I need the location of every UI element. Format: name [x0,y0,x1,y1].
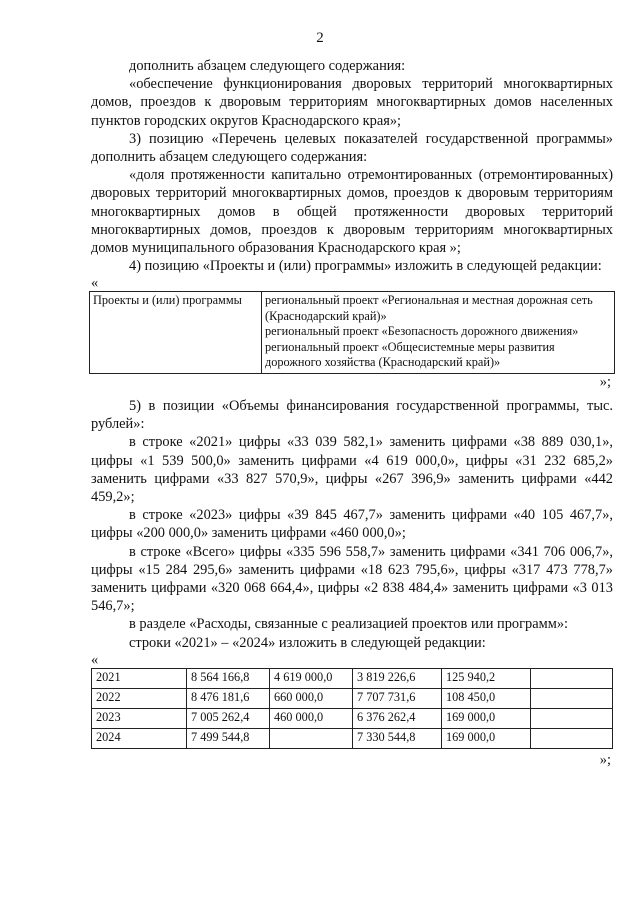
table-cell: 125 940,2 [442,668,531,688]
paragraph: в строке «2023» цифры «39 845 467,7» заменить цифрами «40 105 467,7», цифры «200 000,0» заменить цифрами «460 000,0»; [91,507,613,542]
table-cell: 108 450,0 [442,688,531,708]
table-cell: 2021 [92,668,187,688]
table-cell: 7 005 262,4 [187,708,270,728]
table-cell: 2023 [92,708,187,728]
paragraph: 4) позицию «Проекты и (или) программы» изложить в следующей редакции: [129,258,602,275]
table-row [92,688,613,708]
project-item: региональный проект «Общесистемные меры развития дорожного хозяйства (Краснодарский край)» [265,339,555,370]
table-cell: 169 000,0 [442,708,531,728]
table-cell: 2022 [92,688,187,708]
close-quote: »; [599,373,611,390]
table-cell: 4 619 000,0 [270,668,353,688]
table-cell: 660 000,0 [270,688,353,708]
table-cell: 7 330 544,8 [353,728,442,748]
table-cell: 6 376 262,4 [353,708,442,728]
projects-label-cell: Проекты и (или) программы [90,292,262,374]
table-row [92,728,613,748]
table-row [90,292,615,374]
paragraph: «доля протяженности капитально отремонтированных (отремонтированных) дворовых территорий многоквартирных домов, проездов к дворовым территориям многоквартирных домов в общей протяженности дворовых территорий многоквартирных домов, проездов к дворовым территориям многоквартирных домов муниципального образования Краснодарского края »; [91,167,613,257]
paragraph: строки «2021» – «2024» изложить в следующей редакции: [129,634,486,651]
table-cell [531,668,613,688]
paragraph: «обеспечение функционирования дворовых территорий многоквартирных домов, проездов к дворовым территориям многоквартирных домов населенных пунктов городских округов Краснодарского края»; [91,76,613,129]
finance-table [91,668,613,749]
table-cell: 8 564 166,8 [187,668,270,688]
paragraph: в строке «Всего» цифры «335 596 558,7» заменить цифрами «341 706 006,7», цифры «15 284 295,6» заменить цифрами «18 623 795,6», цифры «317 473 778,7» заменить цифрами «320 068 664,4», цифры «2 838 484,4» заменить цифрами «3 013 546,7»; [91,543,613,615]
table-cell: 169 000,0 [442,728,531,748]
project-item: региональный проект «Безопасность дорожного движения» [265,324,579,339]
projects-list-cell [262,292,615,374]
table-cell: 7 499 544,8 [187,728,270,748]
document-body [91,57,613,769]
open-quote: « [91,275,99,292]
table-cell [270,728,353,748]
paragraph: 5) в позиции «Объемы финансирования государственной программы, тыс. рублей»: [91,397,613,433]
table-cell [531,708,613,728]
paragraph: в разделе «Расходы, связанные с реализацией проектов или программ»: [129,616,569,633]
table-cell: 8 476 181,6 [187,688,270,708]
close-quote: »; [599,751,611,768]
paragraph: 3) позицию «Перечень целевых показателей государственной программы» дополнить абзацем следующего содержания: [91,130,613,166]
table-row [92,668,613,688]
paragraph: дополнить абзацем следующего содержания: [129,58,406,74]
project-item: региональный проект «Региональная и местная дорожная сеть (Краснодарский край)» [265,293,593,323]
table-cell [531,688,613,708]
page-number: 2 [316,30,324,46]
table-cell: 460 000,0 [270,708,353,728]
table-cell: 3 819 226,6 [353,668,442,688]
projects-table [89,291,615,374]
table-row [92,708,613,728]
table-cell [531,728,613,748]
open-quote: « [91,651,99,668]
table-cell: 2024 [92,728,187,748]
paragraph: в строке «2021» цифры «33 039 582,1» заменить цифрами «38 889 030,1», цифры «1 539 500,0» заменить цифрами «4 619 000,0», цифры «31 232 685,2» заменить цифрами «33 827 570,9», цифры «267 396,9» заменить цифрами «442 459,2»; [91,434,613,505]
table-cell: 7 707 731,6 [353,688,442,708]
